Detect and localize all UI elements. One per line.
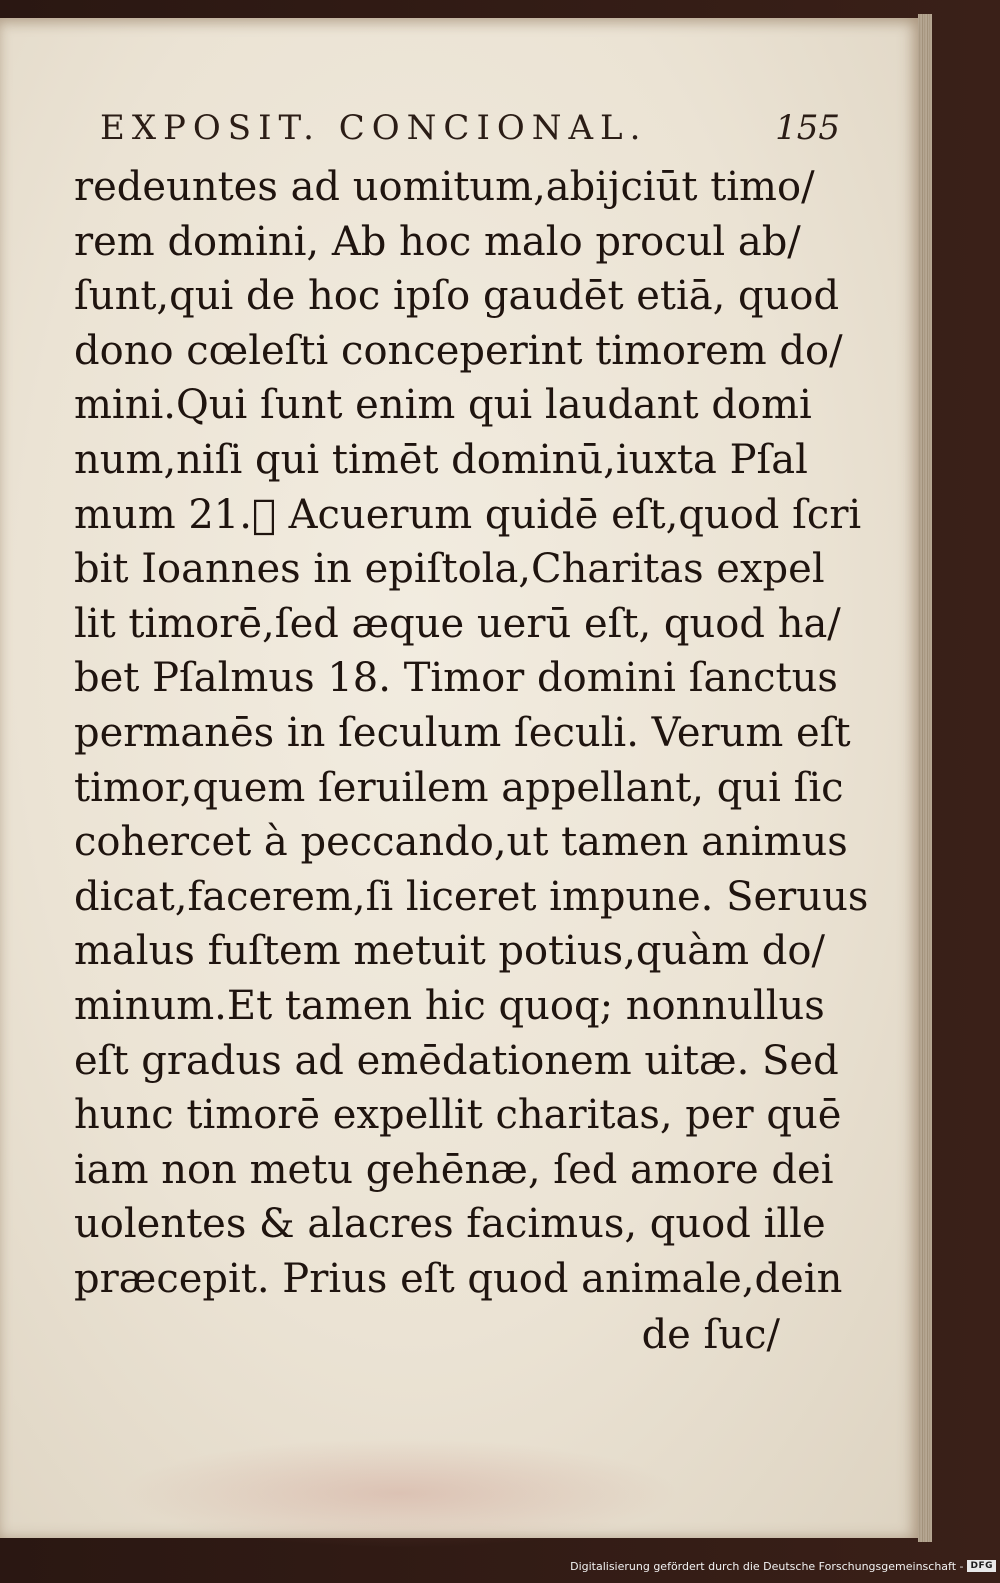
page-header bbox=[100, 108, 840, 154]
text-line: permanēs in ſeculum ſeculi. Verum eſt bbox=[74, 709, 851, 756]
text-line: dono cœleſti conceperint timorem do/ bbox=[74, 327, 843, 374]
text-line: bit Ioannes in epiſtola,Charitas expel bbox=[74, 546, 825, 593]
page-number: 155 bbox=[775, 108, 840, 148]
text-line: dicat,facerem,ſi liceret impune. Seruus bbox=[74, 873, 869, 920]
text-line: mum 21.ᷓ Acuerum quidē eſt,quod ſcri bbox=[74, 491, 862, 538]
text-line: cohercet à peccando,ut tamen animus bbox=[74, 819, 848, 866]
text-line: ſunt,qui de hoc ipſo gaudēt etiā, quod bbox=[74, 273, 840, 320]
text-line: hunc timorē expellit charitas, per quē bbox=[74, 1092, 842, 1139]
body-text bbox=[74, 160, 869, 1306]
dfg-logo: DFG bbox=[967, 1560, 996, 1572]
catchword: de ſuc/ bbox=[641, 1312, 780, 1358]
text-line: timor,quem ſeruilem appellant, qui ſic bbox=[74, 764, 844, 811]
text-line: mini.Qui ſunt enim qui laudant domi bbox=[74, 382, 812, 429]
digitization-credit bbox=[570, 1556, 996, 1576]
text-line: iam non metu gehēnæ, ſed amore dei bbox=[74, 1146, 834, 1193]
text-line: rem domini, Ab hoc malo procul ab/ bbox=[74, 218, 801, 265]
text-line: uolentes & alacres facimus, quod ille bbox=[74, 1201, 826, 1248]
text-line: præcepit. Prius eſt quod animale,dein bbox=[74, 1255, 843, 1302]
credit-text: Digitalisierung gefördert durch die Deutsche Forschungsgemeinschaft - bbox=[570, 1559, 964, 1573]
text-line: redeuntes ad uomitum,abijciūt timo/ bbox=[74, 164, 815, 210]
running-head: EXPOSIT. CONCIONAL. bbox=[100, 108, 648, 148]
page-stain bbox=[120, 1438, 680, 1548]
page-fore-edge bbox=[918, 14, 932, 1542]
text-line: minum.Et tamen hic quoq; nonnullus bbox=[74, 982, 825, 1029]
text-line: num,niſi qui timēt dominū,iuxta Pſal bbox=[74, 436, 808, 483]
text-line: bet Pſalmus 18. Timor domini ſanctus bbox=[74, 655, 838, 702]
text-line: malus fuſtem metuit potius,quàm do/ bbox=[74, 928, 825, 975]
text-line: eſt gradus ad emēdationem uitæ. Sed bbox=[74, 1037, 839, 1084]
text-line: lit timorē,ſed æque uerū eſt, quod ha/ bbox=[74, 600, 841, 647]
